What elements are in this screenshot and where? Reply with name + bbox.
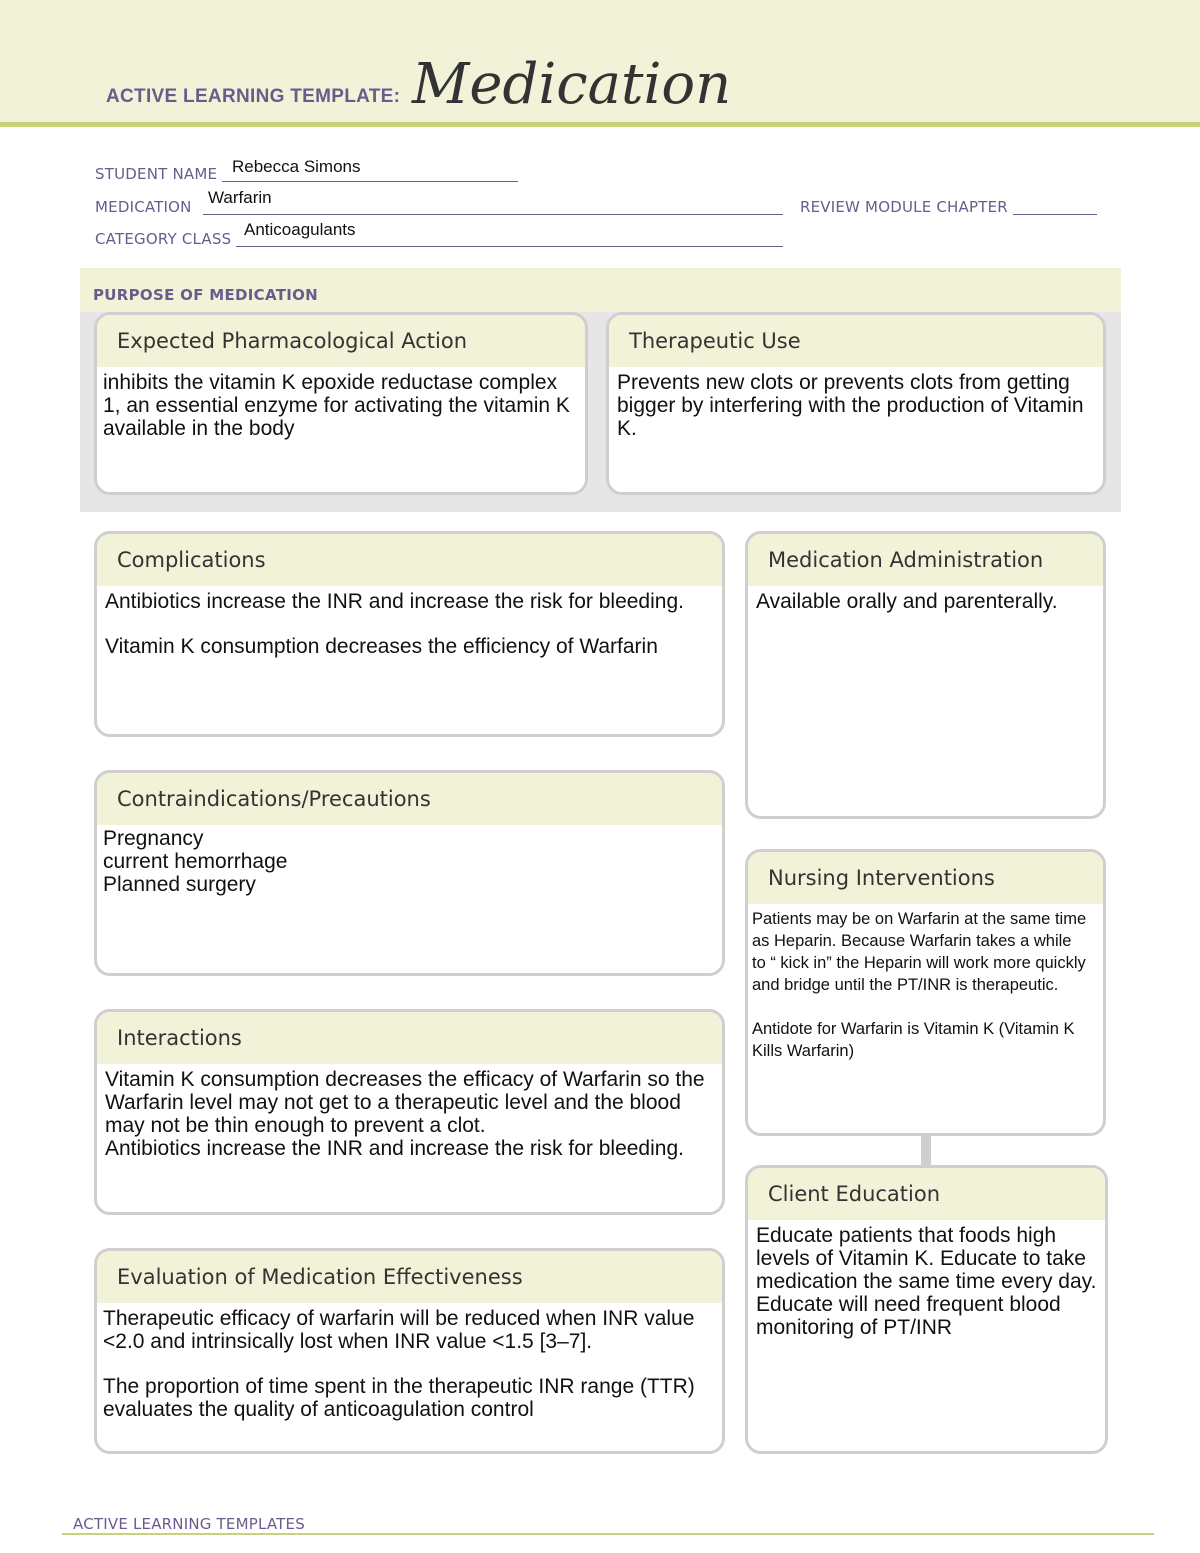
category-class-field[interactable]: Anticoagulants — [244, 220, 356, 239]
complications-box — [94, 531, 725, 737]
complications-paragraph: Antibiotics increase the INR and increase the risk for bleeding. — [105, 590, 684, 613]
client-education-box — [745, 1165, 1108, 1454]
interactions-text[interactable] — [97, 1064, 722, 1160]
expected-action-text[interactable]: inhibits the vitamin K epoxide reductase complex 1, an essential enzyme for activating the vitamin K available in the body — [103, 371, 570, 440]
evaluation-box — [94, 1248, 725, 1454]
nursing-interventions-paragraph: Antidote for Warfarin is Vitamin K (Vitamin K Kills Warfarin) — [752, 1020, 1075, 1060]
client-education-text[interactable] — [748, 1220, 1105, 1339]
contraindications-text[interactable] — [97, 825, 722, 896]
page-title: Medication — [412, 52, 732, 117]
complications-title: Complications — [97, 534, 722, 586]
evaluation-paragraph: Therapeutic efficacy of warfarin will be reduced when INR value <2.0 and intrinsically lost when INR value <1.5 [3–7]. — [103, 1307, 695, 1353]
contraindications-title: Contraindications/Precautions — [97, 773, 722, 825]
contraindication-item: current hemorrhage — [103, 850, 288, 873]
purpose-label: PURPOSE OF MEDICATION — [93, 286, 319, 304]
student-name-label: STUDENT NAME — [95, 165, 218, 183]
complications-paragraph: Vitamin K consumption decreases the efficiency of Warfarin — [105, 635, 658, 658]
therapeutic-use-box — [606, 312, 1106, 495]
evaluation-text[interactable] — [97, 1303, 722, 1421]
contraindication-item: Planned surgery — [103, 873, 256, 896]
review-module-line — [1013, 214, 1097, 215]
nursing-interventions-text[interactable] — [748, 904, 1103, 1062]
nursing-interventions-box — [745, 849, 1106, 1136]
connector-bar — [921, 1135, 931, 1167]
medication-label: MEDICATION — [95, 198, 192, 216]
therapeutic-use-text[interactable]: Prevents new clots or prevents clots from getting bigger by interfering with the production of Vitamin K. — [617, 371, 1084, 440]
student-name-line — [222, 181, 518, 182]
category-class-label: CATEGORY CLASS — [95, 230, 232, 248]
nursing-interventions-title: Nursing Interventions — [748, 852, 1103, 904]
medication-line — [203, 214, 783, 215]
contraindication-item: Pregnancy — [103, 827, 204, 850]
client-education-paragraph: Educate will need frequent blood monitoring of PT/INR — [756, 1293, 1061, 1339]
expected-action-box — [94, 312, 588, 495]
interactions-box — [94, 1009, 725, 1215]
medication-administration-text[interactable]: Available orally and parenterally. — [756, 590, 1058, 613]
nursing-interventions-paragraph: Patients may be on Warfarin at the same time as Heparin. Because Warfarin takes a while to “ kick in” the Heparin will work more quickly and bridge until the PT/INR is therapeutic. — [752, 910, 1087, 994]
complications-text[interactable] — [97, 586, 722, 658]
contraindications-box — [94, 770, 725, 976]
header-divider — [0, 122, 1200, 127]
medication-administration-box — [745, 531, 1106, 819]
review-module-label: REVIEW MODULE CHAPTER — [800, 198, 1008, 216]
interactions-title: Interactions — [97, 1012, 722, 1064]
evaluation-paragraph: The proportion of time spent in the therapeutic INR range (TTR) evaluates the quality of anticoagulation control — [103, 1375, 695, 1421]
client-education-paragraph: Educate patients that foods high levels of Vitamin K. Educate to take medication the same time every day. — [756, 1224, 1097, 1293]
medication-field[interactable]: Warfarin — [208, 188, 272, 207]
expected-action-title: Expected Pharmacological Action — [97, 315, 585, 367]
template-label: ACTIVE LEARNING TEMPLATE: — [106, 86, 401, 107]
medication-administration-title: Medication Administration — [748, 534, 1103, 586]
category-class-line — [236, 246, 783, 247]
interactions-paragraph: Vitamin K consumption decreases the efficacy of Warfarin so the Warfarin level may not get to a therapeutic level and the blood may not be thin enough to prevent a clot. — [105, 1068, 705, 1137]
footer-label: ACTIVE LEARNING TEMPLATES — [73, 1515, 305, 1533]
footer-divider — [62, 1533, 1154, 1535]
student-name-field[interactable]: Rebecca Simons — [232, 157, 361, 176]
evaluation-title: Evaluation of Medication Effectiveness — [97, 1251, 722, 1303]
therapeutic-use-title: Therapeutic Use — [609, 315, 1103, 367]
client-education-title: Client Education — [748, 1168, 1105, 1220]
interactions-paragraph: Antibiotics increase the INR and increase the risk for bleeding. — [105, 1137, 684, 1160]
